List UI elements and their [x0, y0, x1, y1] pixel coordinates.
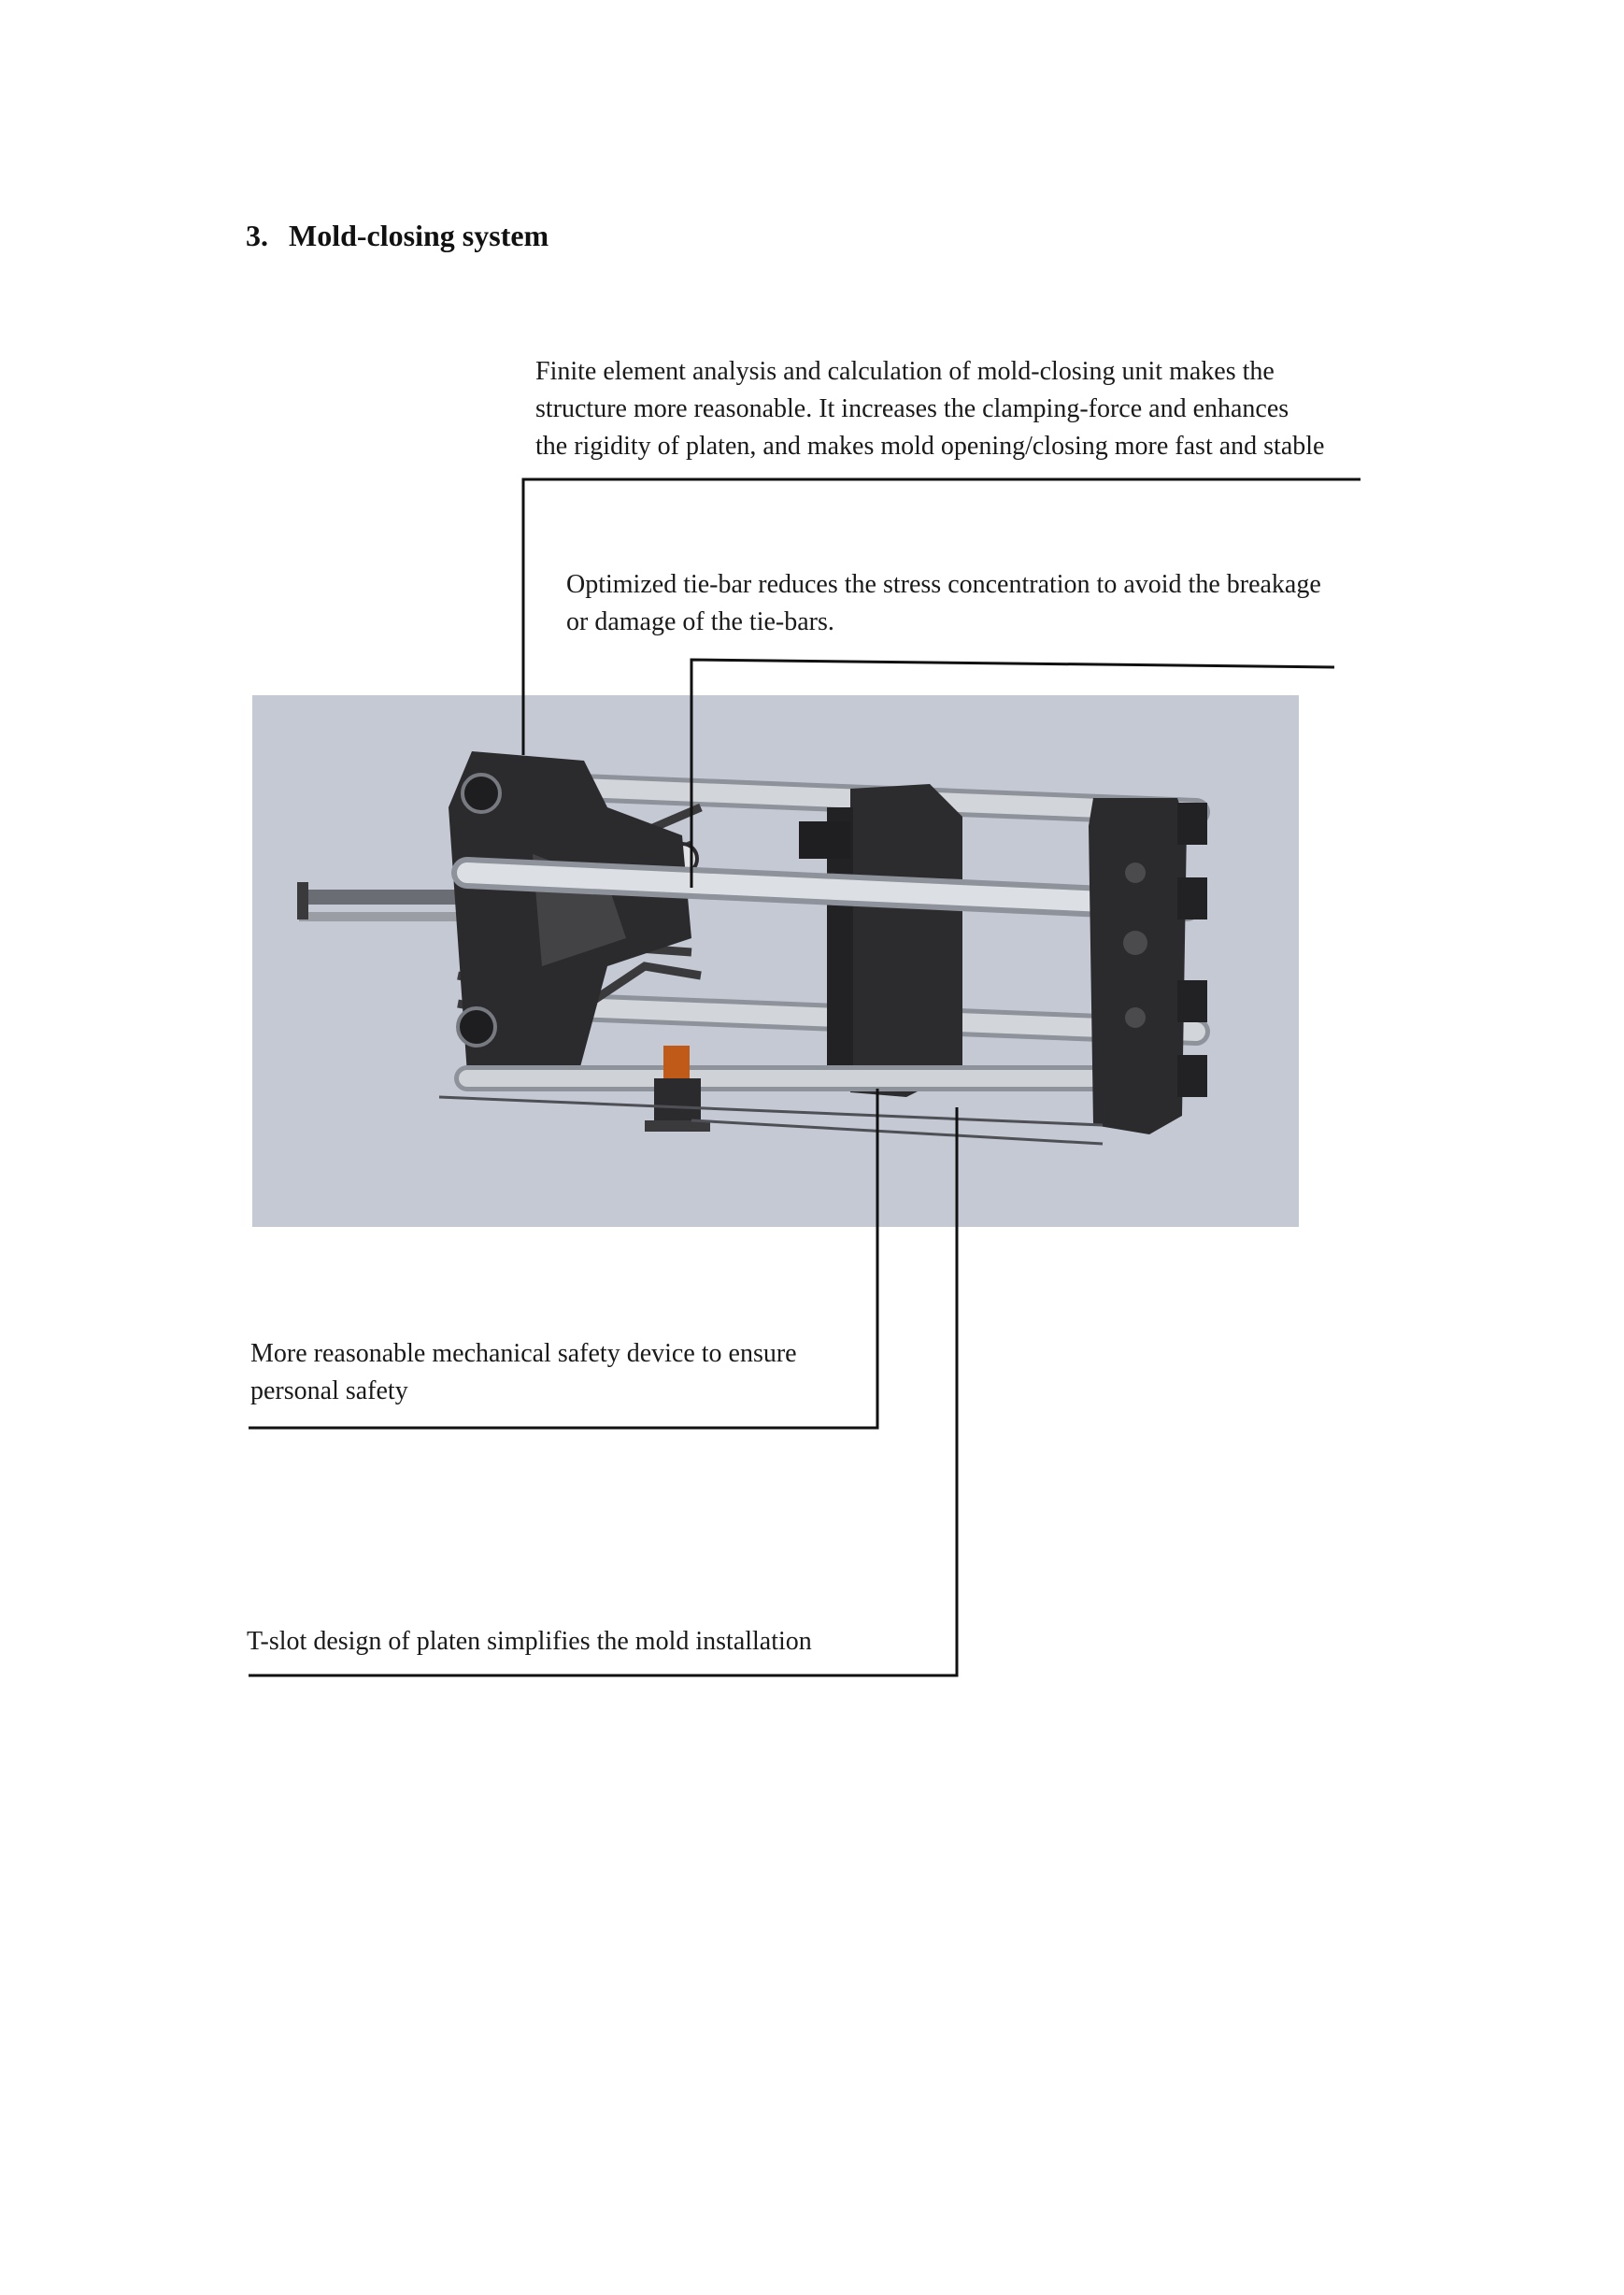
callout-line: structure more reasonable. It increases the clamping-force and enhances — [535, 394, 1289, 423]
callout-line: personal safety — [250, 1376, 408, 1405]
callout-line: Optimized tie-bar reduces the stress concentration to avoid the breakage — [566, 570, 1321, 599]
base-rails — [439, 1097, 1103, 1144]
ejector-rail — [297, 882, 458, 921]
safety-device — [645, 1046, 710, 1132]
callout-t-slot — [247, 1623, 812, 1661]
callout-line: T-slot design of platen simplifies the mold installation — [247, 1627, 812, 1656]
moving-platen — [799, 784, 962, 1097]
front-platen — [1089, 798, 1207, 1134]
callout-finite-element — [535, 353, 1324, 465]
callout-tie-bar — [566, 566, 1321, 641]
callout-line: the rigidity of platen, and makes mold opening/closing more fast and stable — [535, 432, 1325, 461]
mold-closing-unit-drawing — [252, 695, 1299, 1227]
section-title: Mold-closing system — [289, 219, 549, 252]
callout-line: Finite element analysis and calculation of mold-closing unit makes the — [535, 357, 1275, 386]
mold-closing-unit-figure — [252, 695, 1299, 1227]
section-heading — [246, 219, 548, 253]
section-number: 3. — [246, 219, 268, 252]
callout-line: or damage of the tie-bars. — [566, 607, 834, 636]
callout-line: More reasonable mechanical safety device to ensure — [250, 1339, 797, 1368]
callout-safety-device — [250, 1335, 797, 1410]
